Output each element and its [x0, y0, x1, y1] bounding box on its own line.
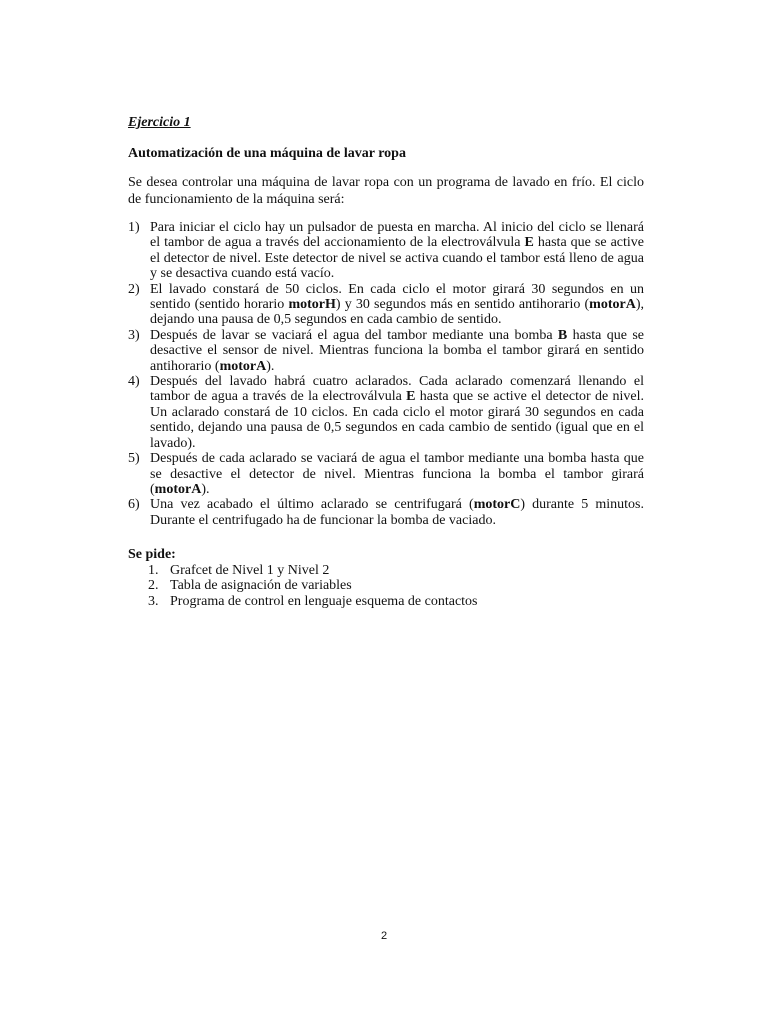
list-item: [128, 497, 644, 528]
list-item-number: 2): [128, 281, 140, 297]
requirement-text: Grafcet de Nivel 1 y Nivel 2: [170, 563, 330, 578]
requirement-text: Tabla de asignación de variables: [170, 578, 352, 594]
list-item-text: Después del lavado habrá cuatro aclarados. Cada aclarado comenzará llenando el tambor de agua a través de la electroválvula E hasta que se active el detector de nivel. Un aclarado constará de 10 ciclos. En cada ciclo el motor girará 30 segundos en cada sentido, dejando una pausa de 0,5 segundos en cada cambio de sentido (igual que en el lavado).: [150, 374, 644, 451]
list-item-number: 5): [128, 451, 140, 467]
list-item-number: 4): [128, 374, 140, 390]
requirement-item: [148, 578, 628, 593]
exercise-subtitle: Automatización de una máquina de lavar ropa: [128, 146, 406, 161]
requirement-number: 3.: [148, 593, 159, 609]
list-item-number: 6): [128, 497, 140, 513]
requirement-item: [148, 563, 628, 578]
requirements-title: Se pide:: [128, 547, 176, 562]
list-item: [128, 220, 644, 282]
requirement-text: Programa de control en lenguaje esquema de contactos: [170, 593, 478, 609]
intro-paragraph: Se desea controlar una máquina de lavar ropa con un programa de lavado en frío. El ciclo de funcionamiento de la máquina será:: [128, 175, 644, 207]
list-item-text: Una vez acabado el último aclarado se centrifugará (motorC) durante 5 minutos. Durante el centrifugado ha de funcionar la bomba de vaciado.: [150, 497, 644, 528]
requirements-list: [148, 563, 628, 609]
list-item-text: El lavado constará de 50 ciclos. En cada ciclo el motor girará 30 segundos en un sentido (sentido horario motorH) y 30 segundos más en sentido antihorario (motorA), dejando una pausa de 0,5 segundos en cada cambio de sentido.: [150, 281, 644, 328]
requirement-item: [148, 594, 628, 609]
list-item-number: 1): [128, 220, 140, 235]
list-item-text: Después de cada aclarado se vaciará de agua el tambor mediante una bomba hasta que se desactive el detector de nivel. Mientras funciona la bomba el tambor girará (motorA).: [150, 451, 644, 497]
requirement-number: 2.: [148, 578, 159, 594]
list-item: [128, 328, 644, 374]
list-item-text: Para iniciar el ciclo hay un pulsador de puesta en marcha. Al inicio del ciclo se llenará el tambor de agua a través del accionamiento de la electroválvula E hasta que se active el detector de nivel. Este detector de nivel se activa cuando el tambor está lleno de agua y se desactiva cuando está vacío.: [150, 220, 644, 282]
list-item: [128, 282, 644, 328]
list-item: [128, 374, 644, 451]
list-item-text: Después de lavar se vaciará el agua del tambor mediante una bomba B hasta que se desactive el sensor de nivel. Mientras funciona la bomba el tambor girará en sentido antihorario (motorA).: [150, 327, 644, 374]
requirement-number: 1.: [148, 563, 159, 578]
list-item: [128, 451, 644, 497]
exercise-title: Ejercicio 1: [128, 115, 191, 130]
page-number: 2: [380, 930, 388, 942]
steps-list: [128, 220, 644, 528]
list-item-number: 3): [128, 327, 140, 343]
